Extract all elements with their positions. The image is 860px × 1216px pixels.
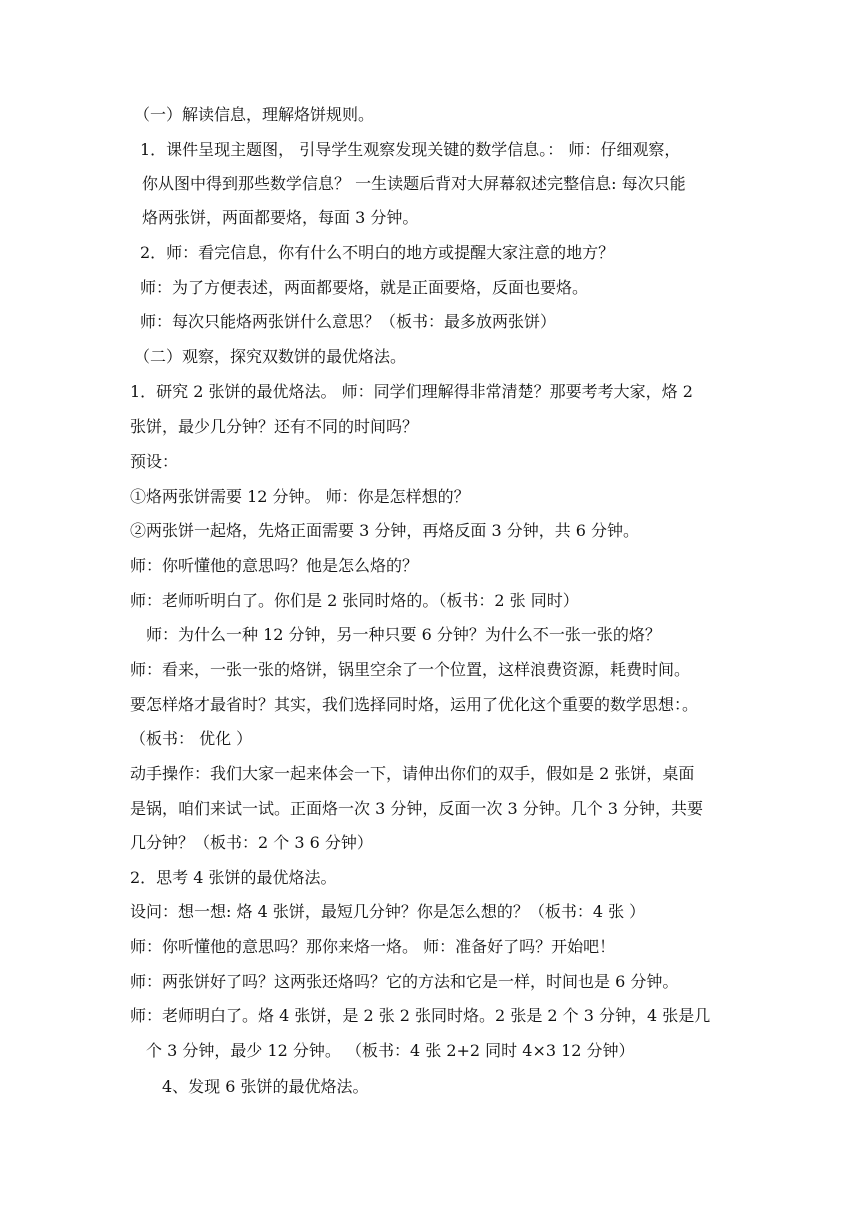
paragraph-line: 师：老师明白了。烙 4 张饼，是 2 张 2 张同时烙。2 张是 2 个 3 分钟，4 张是几 xyxy=(130,1006,711,1025)
paragraph-line: 你从图中得到那些数学信息？ 一生读题后背对大屏幕叙述完整信息: 每次只能 xyxy=(142,174,686,193)
paragraph-line: 2．思考 4 张饼的最优烙法。 xyxy=(130,868,337,887)
paragraph-line: 1．研究 2 张饼的最优烙法。 师：同学们理解得非常清楚？那要考考大家，烙 2 xyxy=(130,382,693,401)
paragraph-line: 师：老师听明白了。你们是 2 张同时烙的。（板书：2 张 同时） xyxy=(130,591,579,610)
paragraph-line: （板书： 优化 ） xyxy=(130,729,253,748)
paragraph-line: ①烙两张饼需要 12 分钟。 师：你是怎样想的？ xyxy=(130,487,470,506)
paragraph-line: 张饼，最少几分钟？还有不同的时间吗？ xyxy=(130,417,419,436)
paragraph-line: 2．师：看完信息，你有什么不明白的地方或提醒大家注意的地方？ xyxy=(140,243,615,262)
paragraph-line: 师：看来，一张一张的烙饼，锅里空余了一个位置，这样浪费资源，耗费时间。 xyxy=(130,660,691,679)
paragraph-line: 师：为什么一种 12 分钟，另一种只要 6 分钟？为什么不一张一张的烙？ xyxy=(146,625,661,644)
paragraph-line: 要怎样烙才最省时？其实，我们选择同时烙，运用了优化这个重要的数学思想：。 xyxy=(130,695,699,714)
paragraph-line: 师：为了方便表述，两面都要烙，就是正面要烙，反面也要烙。 xyxy=(140,278,589,297)
paragraph-line: 动手操作：我们大家一起来体会一下，请伸出你们的双手，假如是 2 张饼，桌面 xyxy=(130,764,695,783)
section-heading-1: （一）解读信息，理解烙饼规则。 xyxy=(134,105,375,124)
paragraph-line: 师：你听懂他的意思吗？他是怎么烙的？ xyxy=(130,556,419,575)
paragraph-line: ②两张饼一起烙，先烙正面需要 3 分钟，再烙反面 3 分钟，共 6 分钟。 xyxy=(130,521,640,540)
paragraph-line: 设问：想一想: 烙 4 张饼，最短几分钟？你是怎么想的？（板书：4 张 ） xyxy=(130,902,646,921)
paragraph-line: 几分钟？（板书：2 个 3 6 分钟） xyxy=(130,833,373,852)
paragraph-line: 师：你听懂他的意思吗？那你来烙一烙。 师：准备好了吗？开始吧！ xyxy=(130,937,616,956)
paragraph-line: 是锅，咱们来试一试。正面烙一次 3 分钟，反面一次 3 分钟。几个 3 分钟，共要 xyxy=(130,799,704,818)
paragraph-line: 师：每次只能烙两张饼什么意思？（板书：最多放两张饼） xyxy=(140,312,557,331)
section-heading-2: （二）观察，探究双数饼的最优烙法。 xyxy=(134,347,407,366)
paragraph-line: 个 3 分钟，最少 12 分钟。 （板书：4 张 2+2 同时 4×3 12 分钟） xyxy=(146,1041,635,1060)
paragraph-line: 烙两张饼，两面都要烙，每面 3 分钟。 xyxy=(142,208,419,227)
section-heading-4: 4、发现 6 张饼的最优烙法。 xyxy=(162,1077,369,1096)
paragraph-line: 预设： xyxy=(130,452,179,471)
paragraph-line: 1．课件呈现主题图， 引导学生观察发现关键的数学信息。： 师：仔细观察， xyxy=(140,140,681,159)
paragraph-line: 师：两张饼好了吗？这两张还烙吗？它的方法和它是一样，时间也是 6 分钟。 xyxy=(130,972,679,991)
